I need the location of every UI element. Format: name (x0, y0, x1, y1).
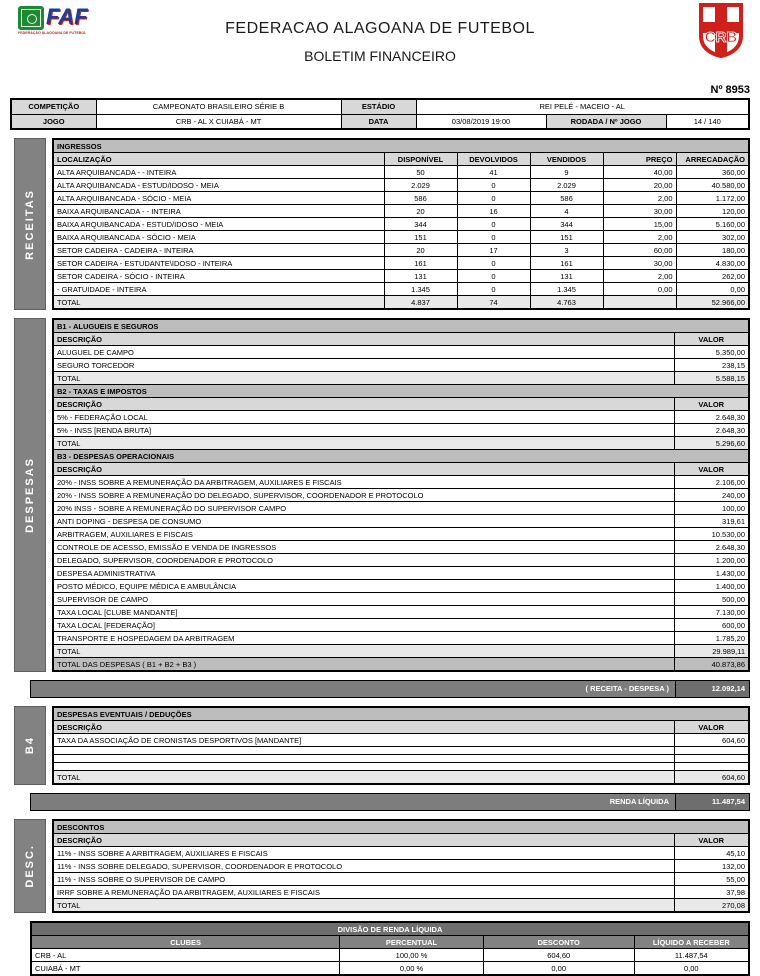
ingresso-row: BAIXA ARQUIBANCADA - SÓCIO - MEIA 151 0 151 2,00 302,00 (53, 231, 749, 244)
b4-row: TAXA DA ASSOCIAÇÃO DE CRONISTAS DESPORTIVOS [MANDANTE] 604,60 (53, 734, 749, 747)
b4-row (53, 763, 749, 771)
b3-total-row: TOTAL 29.989,11 (53, 645, 749, 658)
descontos-table: DESCONTOS DESCRIÇÃO VALOR 11% - INSS SOBRE A ARBITRAGEM, AUXILIARES E FISCAIS 45,10 11% - INSS SOBRE DELEGADO, SUPERVISOR, COORDENADOR E PROTOCOLO 132,00 11% - INSS SOBRE O SUPERVISOR DE CAMPO 55,00 IRRF SOBRE A REMUNERAÇÃO DA ARBITRAGEM, AUXILIARES E FISCAIS 37,98 TOTAL 270,08 (52, 819, 750, 913)
b3-row: TAXA LOCAL [CLUBE MANDANTE] 7.130,00 (53, 606, 749, 619)
b3-row: ANTI DOPING - DESPESA DE CONSUMO 319,61 (53, 515, 749, 528)
ingresso-row: ALTA ARQUIBANCADA - SÓCIO - MEIA 586 0 586 2,00 1.172,00 (53, 192, 749, 205)
col-desconto: DESCONTO (483, 936, 634, 949)
bulletin-number: Nº 8953 (710, 84, 750, 96)
faf-logo (18, 6, 96, 40)
b3-row: DESPESA ADMINISTRATIVA 1.430,00 (53, 567, 749, 580)
b3-row: CONTROLE DE ACESSO, EMISSÃO E VENDA DE INGRESSOS 2.648,30 (53, 541, 749, 554)
receitas-sidebar-label: RECEITAS (24, 188, 36, 260)
descontos-sidebar-label: DESC. (24, 844, 36, 888)
divisao-title: DIVISÃO DE RENDA LÍQUIDA (31, 922, 749, 936)
divisao-section (30, 921, 750, 976)
doc-title: BOLETIM FINANCEIRO (304, 48, 456, 64)
b1-row: SEGURO TORCEDOR 238,15 (53, 359, 749, 372)
receitas-section (14, 138, 750, 310)
page-header (10, 0, 750, 98)
despesas-grand-total-row: TOTAL DAS DESPESAS ( B1 + B2 + B3 ) 40.873,86 (53, 658, 749, 672)
b4-row (53, 755, 749, 763)
match-info-table (10, 98, 750, 130)
b4-section (14, 706, 750, 785)
desconto-row: 11% - INSS SOBRE DELEGADO, SUPERVISOR, COORDENADOR E PROTOCOLO 132,00 (53, 860, 749, 873)
col-liquido: LÍQUIDO A RECEBER (634, 936, 749, 949)
ingresso-row: ALTA ARQUIBANCADA - ESTUD/IDOSO - MEIA 2.029 0 2.029 20,00 40.580,00 (53, 179, 749, 192)
b2-total-row: TOTAL 5.296,60 (53, 437, 749, 450)
ingresso-row: ALTA ARQUIBANCADA - - INTEIRA 50 41 9 40,00 360,00 (53, 166, 749, 179)
crb-crest-icon (698, 2, 744, 63)
divisao-table (30, 921, 750, 976)
b3-row: 20% INSS - SOBRE A REMUNERAÇÃO DO SUPERVISOR CAMPO 100,00 (53, 502, 749, 515)
b3-title: B3 - DESPESAS OPERACIONAIS (53, 450, 749, 463)
col-devolvidos: DEVOLVIDOS (457, 153, 530, 166)
ingresso-row: SETOR CADEIRA - ESTUDANTE\IDOSO - INTEIRA 161 0 161 30,00 4.830,00 (53, 257, 749, 270)
ingresso-row: SETOR CADEIRA - CADEIRA - INTEIRA 20 17 3 60,00 180,00 (53, 244, 749, 257)
round-label: RODADA / Nº JOGO (546, 114, 666, 129)
b1-row: ALUGUEL DE CAMPO 5.350,00 (53, 346, 749, 359)
desconto-row: IRRF SOBRE A REMUNERAÇÃO DA ARBITRAGEM, AUXILIARES E FISCAIS 37,98 (53, 886, 749, 899)
b1-title: B1 - ALUGUEIS E SEGUROS (53, 319, 749, 333)
svg-text:CRB: CRB (704, 29, 738, 46)
game-label: JOGO (11, 114, 96, 129)
b2-title: B2 - TAXAS E IMPOSTOS (53, 385, 749, 398)
b4-table: DESPESAS EVENTUAIS / DEDUÇÕES DESCRIÇÃO VALOR TAXA DA ASSOCIAÇÃO DE CRONISTAS DESPORTIVOS [MANDANTE] 604,60 TOTAL 604,60 (52, 706, 750, 785)
descontos-sidebar (14, 819, 46, 913)
b1-total-row: TOTAL 5.588,15 (53, 372, 749, 385)
competition-value: CAMPEONATO BRASILEIRO SÉRIE B (96, 99, 341, 114)
date-label: DATA (341, 114, 416, 129)
descontos-total-row: TOTAL 270,08 (53, 899, 749, 913)
clube-row: CRB - AL 100,00 % 604,60 11.487,54 (31, 949, 749, 962)
b3-row: ARBITRAGEM, AUXILIARES E FISCAIS 10.530,00 (53, 528, 749, 541)
ingresso-row: BAIXA ARQUIBANCADA - - INTEIRA 20 16 4 30,00 120,00 (53, 205, 749, 218)
b2-row: 5% - INSS [RENDA BRUTA] 2.648,30 (53, 424, 749, 437)
stadium-value: REI PELÉ - MACEIO - AL (416, 99, 749, 114)
despesas-sidebar-label: DESPESAS (24, 457, 36, 533)
game-value: CRB - AL X CUIABÁ - MT (96, 114, 341, 129)
b3-row: TRANSPORTE E HOSPEDAGEM DA ARBITRAGEM 1.785,20 (53, 632, 749, 645)
col-localizacao: LOCALIZAÇÃO (53, 153, 384, 166)
org-title: FEDERACAO ALAGOANA DE FUTEBOL (225, 20, 535, 37)
b3-row: 20% - INSS SOBRE A REMUNERAÇÃO DO DELEGADO, SUPERVISOR, COORDENADOR E PROTOCOLO 240,00 (53, 489, 749, 502)
b4-row (53, 747, 749, 755)
renda-liquida-bar (30, 793, 750, 811)
col-clubes: CLUBES (31, 936, 340, 949)
renda-liquida-label: RENDA LÍQUIDA (31, 794, 676, 810)
desconto-row: 11% - INSS SOBRE A ARBITRAGEM, AUXILIARES E FISCAIS 45,10 (53, 847, 749, 860)
b3-row: 20% - INSS SOBRE A REMUNERAÇÃO DA ARBITRAGEM, AUXILIARES E FISCAIS 2.106,00 (53, 476, 749, 489)
soccer-field-icon (18, 6, 44, 30)
col-vendidos: VENDIDOS (530, 153, 603, 166)
despesas-section (14, 318, 750, 672)
competition-label: COMPETIÇÃO (11, 99, 96, 114)
b4-title: DESPESAS EVENTUAIS / DEDUÇÕES (53, 707, 749, 721)
b2-row: 5% - FEDERAÇÃO LOCAL 2.648,30 (53, 411, 749, 424)
col-disponivel: DISPONÍVEL (384, 153, 457, 166)
descontos-title: DESCONTOS (53, 820, 749, 834)
faf-logo-text: FAF (46, 4, 88, 29)
b3-row: TAXA LOCAL [FEDERAÇÃO] 600,00 (53, 619, 749, 632)
ingresso-row: BAIXA ARQUIBANCADA - ESTUD/IDOSO - MEIA 344 0 344 15,00 5.160,00 (53, 218, 749, 231)
desconto-row: 11% - INSS SOBRE O SUPERVISOR DE CAMPO 55,00 (53, 873, 749, 886)
b3-row: DELEGADO, SUPERVISOR, COORDENADOR E PROTOCOLO 1.200,00 (53, 554, 749, 567)
receita-despesa-value: 12.092,14 (676, 681, 749, 697)
receitas-sidebar (14, 138, 46, 310)
round-value: 14 / 140 (666, 114, 749, 129)
b3-row: SUPERVISOR DE CAMPO 500,00 (53, 593, 749, 606)
receita-despesa-label: ( RECEITA - DESPESA ) (31, 681, 676, 697)
ingresso-row: - GRATUIDADE - INTEIRA 1.345 0 1.345 0,00 0,00 (53, 283, 749, 296)
b3-row: POSTO MÉDICO, EQUIPE MÉDICA E AMBULÂNCIA 1.400,00 (53, 580, 749, 593)
receita-despesa-bar (30, 680, 750, 698)
col-preco: PREÇO (603, 153, 676, 166)
ingresso-row: SETOR CADEIRA - SÓCIO - INTEIRA 131 0 131 2,00 262,00 (53, 270, 749, 283)
renda-liquida-value: 11.487,54 (676, 794, 749, 810)
clube-row: CUIABÁ - MT 0,00 % 0,00 0,00 (31, 962, 749, 976)
ingressos-total-row: TOTAL 4.837 74 4.763 52.966,00 (53, 296, 749, 310)
col-arrecadacao: ARRECADAÇÃO (676, 153, 749, 166)
faf-logo-subtext: FEDERAÇÃO ALAGOANA DE FUTEBOL (18, 31, 87, 36)
col-percentual: PERCENTUAL (340, 936, 484, 949)
despesas-table: B1 - ALUGUEIS E SEGUROS DESCRIÇÃO VALOR ALUGUEL DE CAMPO 5.350,00 SEGURO TORCEDOR 238,15 TOTAL 5.588,15 B2 - TAXAS E IMPOSTOS DESCRIÇÃO VALOR 5% - FEDERAÇÃO LOCAL 2.648,30 5% - INSS [RENDA BRUTA] 2.648,30 TOTAL 5.296,60 B3 - DESPESAS OPERACIONAIS DESCRIÇÃO VALOR 20% - INSS SOBRE A REMUNERAÇÃO DA ARBITRAGEM, AUXILIARES E FISCAIS 2.106,00 20% - INSS SOBRE A REMUNERAÇÃO DO DELEGADO, SUPERVISOR, COORDENADOR E PROTOCOLO 240,00 20% INSS - SOBRE A REMUNERAÇÃO DO SUPERVISOR CAMPO 100,00 ANTI DOPING - DESPESA DE CONSUMO 319,61 ARBITRAGEM, AUXILIARES E FISCAIS 10.530,00 CONTROLE DE ACESSO, EMISSÃO E VENDA DE INGRESSOS 2.648,30 DELEGADO, SUPERVISOR, COORDENADOR E PROTOCOLO 1.200,00 DESPESA ADMINISTRATIVA 1.430,00 POSTO MÉDICO, EQUIPE MÉDICA E AMBULÂNCIA 1.400,00 SUPERVISOR DE CAMPO 500,00 TAXA LOCAL [CLUBE MANDANTE] 7.130,00 TAXA LOCAL [FEDERAÇÃO] 600,00 TRANSPORTE E HOSPEDAGEM DA ARBITRAGEM 1.785,20 TOTAL 29.989,11 TOTAL DAS DESPESAS ( B1 + B2 + B3 ) 40.873,86 (52, 318, 750, 672)
b4-sidebar (14, 706, 46, 785)
descontos-section (14, 819, 750, 913)
ingressos-table (52, 138, 750, 310)
date-value: 03/08/2019 19:00 (416, 114, 546, 129)
b4-sidebar-label: B4 (24, 736, 36, 755)
ingressos-title: INGRESSOS (53, 139, 749, 153)
stadium-label: ESTÁDIO (341, 99, 416, 114)
b4-total-row: TOTAL 604,60 (53, 771, 749, 785)
despesas-sidebar (14, 318, 46, 672)
